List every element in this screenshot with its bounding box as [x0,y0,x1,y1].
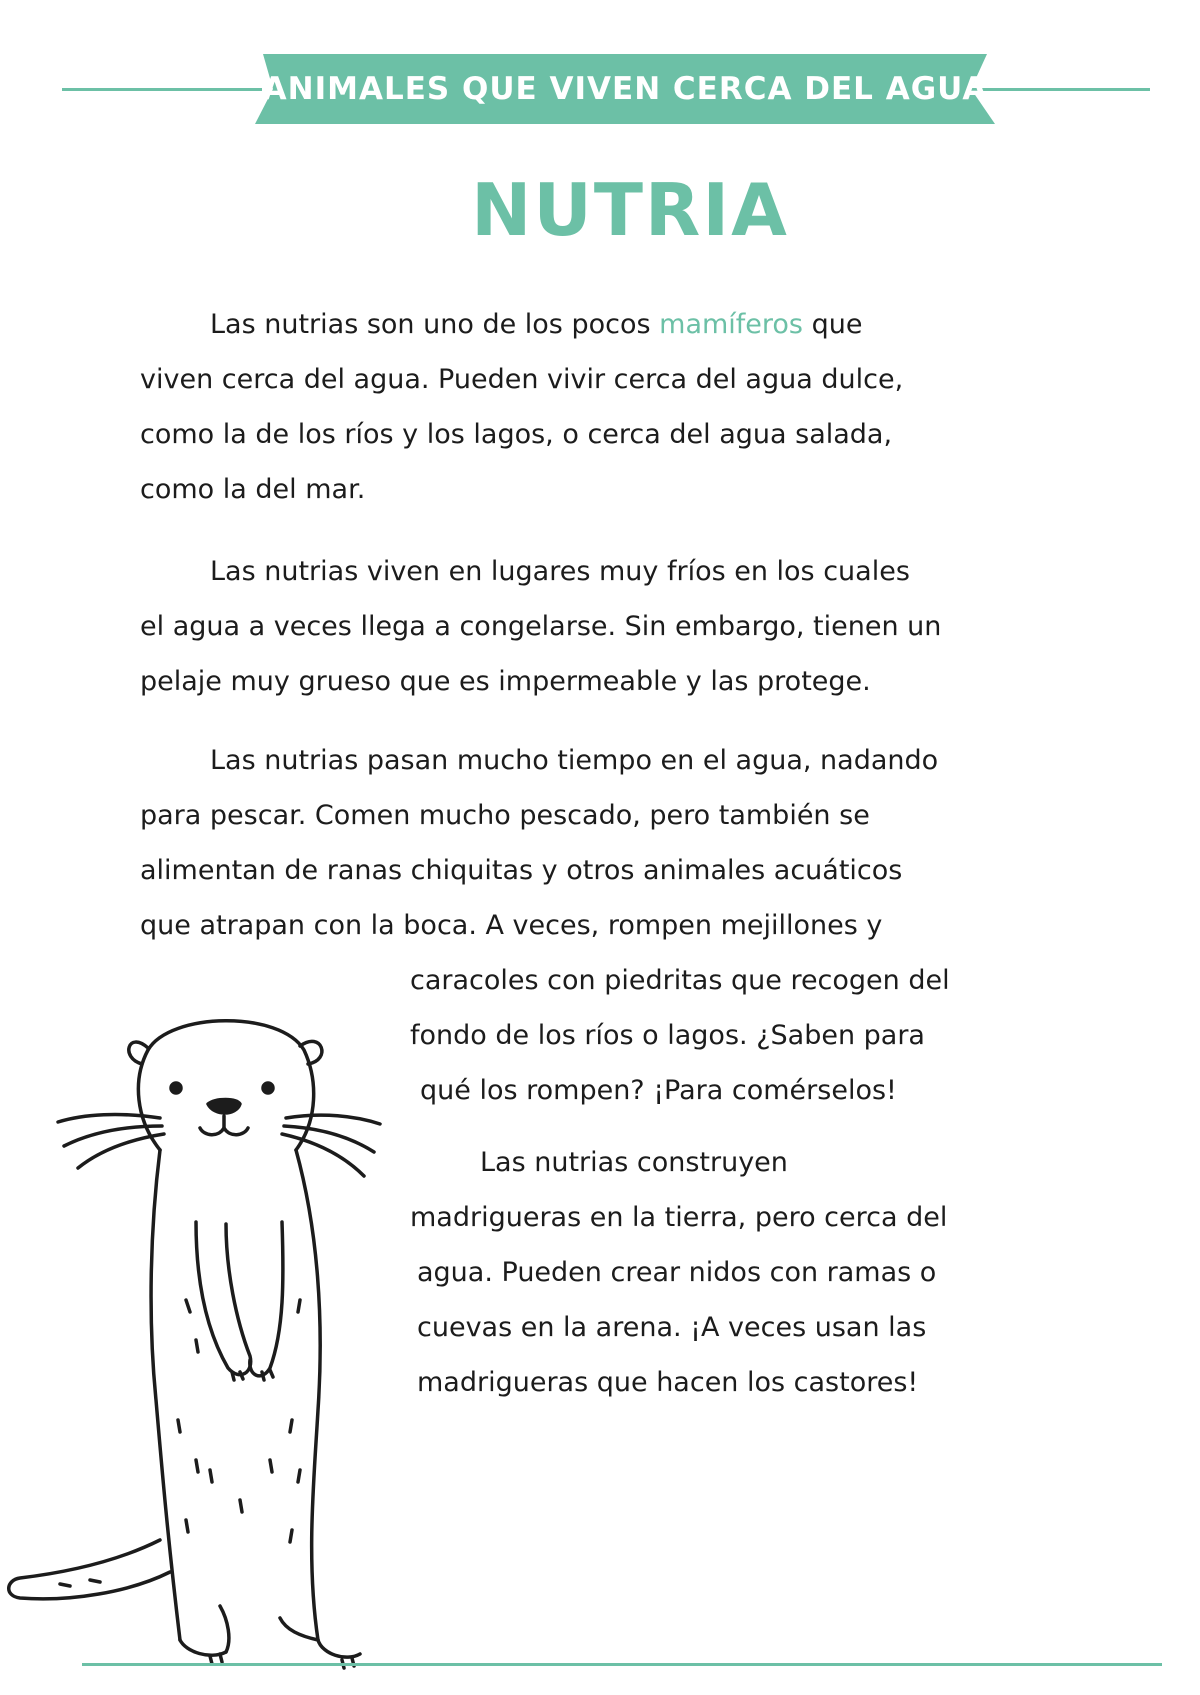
text-line: qué los rompen? ¡Para comérselos! [420,1075,897,1106]
text-line: que [803,309,863,340]
text-line: el agua a veces llega a congelarse. Sin embargo, tienen un [140,611,942,642]
text-line: caracoles con piedritas que recogen del [410,965,950,996]
text-line: Las nutrias construyen [480,1147,788,1178]
text-line: que atrapan con la boca. A veces, rompen mejillones y [140,910,883,941]
text-line: Las nutrias son uno de los pocos [210,309,660,340]
paragraph-2 [140,544,1060,709]
header-rule-right [970,88,1150,91]
text-line: viven cerca del agua. Pueden vivir cerca del agua dulce, [140,364,904,395]
category-label: ANIMALES QUE VIVEN CERCA DEL AGUA [262,71,988,107]
text-line: cuevas en la arena. ¡A veces usan las [417,1312,927,1343]
text-line: agua. Pueden crear nidos con ramas o [417,1257,937,1288]
text-line: como la de los ríos y los lagos, o cerca del agua salada, [140,419,893,450]
paragraph-1 [140,297,1060,517]
text-line: alimentan de ranas chiquitas y otros animales acuáticos [140,855,903,886]
text-line: madrigueras que hacen los castores! [417,1367,919,1398]
text-line: Las nutrias viven en lugares muy fríos en los cuales [210,556,910,587]
text-line: para pescar. Comen mucho pescado, pero también se [140,800,870,831]
text-line: madrigueras en la tierra, pero cerca del [410,1202,948,1233]
text-line: pelaje muy grueso que es impermeable y las protege. [140,666,871,697]
text-line: fondo de los ríos o lagos. ¿Saben para [410,1020,925,1051]
paragraph-4 [410,1135,1100,1410]
header-rule-left [62,88,262,91]
page-title: NUTRIA [471,168,789,252]
text-line: como la del mar. [140,474,366,505]
otter-illustration-icon [0,1000,420,1690]
text-line: Las nutrias pasan mucho tiempo en el agua, nadando [210,745,939,776]
bottom-rule [82,1663,1162,1666]
highlighted-term: mamíferos [659,309,803,340]
category-banner [255,54,995,124]
